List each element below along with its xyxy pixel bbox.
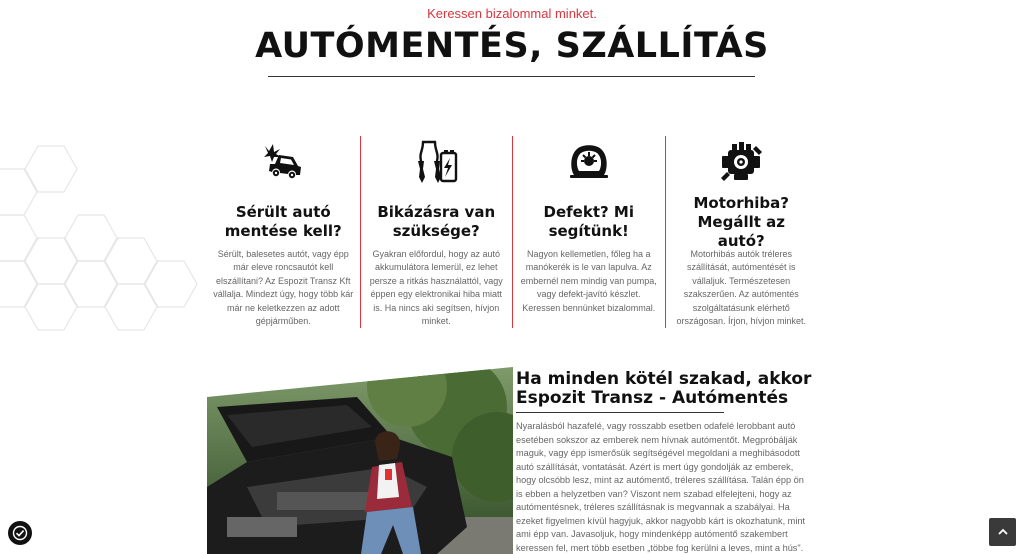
feature-description: Gyakran előfordul, hogy az autó akkumulátora lemerül, ez lehet persze a ritkás használattól, vagy éppen egy elektronikai hiba miatt is. Ha nincs aki segítsen, hívjon minket. [369, 249, 503, 327]
scroll-to-top-button[interactable] [989, 518, 1016, 546]
car-crash-icon [213, 138, 354, 186]
jumper-cables-icon [367, 138, 507, 186]
article-divider [516, 412, 724, 413]
article-section [516, 370, 812, 554]
accessibility-icon [12, 525, 28, 541]
feature-list [207, 136, 817, 328]
feature-title: Motorhiba? Megállt az autó? [693, 193, 789, 250]
feature-engine-failure [665, 136, 818, 328]
page-title: AUTÓMENTÉS, SZÁLLÍTÁS [255, 26, 769, 66]
feature-description: Nagyon kellemetlen, főleg ha a manókerék is le van lapulva. Az embernél nem mindig van pumpa, vagy defekt-javító készlet. Keressen bennünket bizalommal. [520, 249, 657, 313]
feature-damaged-car [207, 136, 360, 328]
woman-broken-car-image [207, 367, 513, 554]
feature-description: Motorhibás autók tréleres szállítását, autómentését is vállaljuk. Természetesen szakszerűen. Az autómentés szolgáltatásunk elérhető országosan. Írjon, hívjon minket. [676, 249, 807, 327]
feature-description: Sérült, balesetes autót, vagy épp már eleve roncsautót kell elszállítani? Az Espozit Transz Kft vállalja. Mindezt úgy, hogy több kár már ne keletkezzen az adott gépjárműben. [213, 249, 354, 327]
engine-icon [672, 138, 812, 186]
chevron-up-icon [997, 526, 1009, 538]
article-body: Nyaralásból hazafelé, vagy rosszabb esetben odafelé lerobbant autó esetében sokszor az emberek nem hívnak autómentőt. Megpróbálják maguk, vagy épp ismerősük segítségével megoldani a meghibásodott autó szállítását, vontatását. Azért is mert úgy gondolják az emberek, hogy olcsóbb lesz, mint az autómentő, tréleres szállítása. Talán épp ön is ebben a helyzetben van? Viszont nem szabad elfelejteni, hogy az autómentésnek, tréleres szállításnak is megvannak a szabályai. Ha ezeket figyelmen kívül hagyjuk, akkor nagyobb kárt is okozhatunk, mint ami épp van. Javasoljuk, hogy mindenképp autómentő szakembert keressen fel, mert több esetben „többe fog kerülni a leves, mint a hús". [516, 421, 806, 553]
feature-flat-tire [512, 136, 665, 328]
feature-title: Bikázásra van szüksége? [377, 203, 496, 240]
hexagon-pattern-decoration [0, 140, 210, 340]
section-subtitle: Keressen bizalommal minket. [427, 6, 597, 21]
title-divider [268, 76, 755, 77]
flat-tire-icon [519, 138, 659, 186]
accessibility-button[interactable] [8, 521, 32, 545]
feature-title: Defekt? Mi segítünk! [543, 203, 634, 240]
article-title: Ha minden kötél szakad, akkor Espozit Transz - Autómentés [516, 369, 812, 408]
feature-title: Sérült autó mentése kell? [224, 203, 342, 240]
feature-jump-start [360, 136, 513, 328]
